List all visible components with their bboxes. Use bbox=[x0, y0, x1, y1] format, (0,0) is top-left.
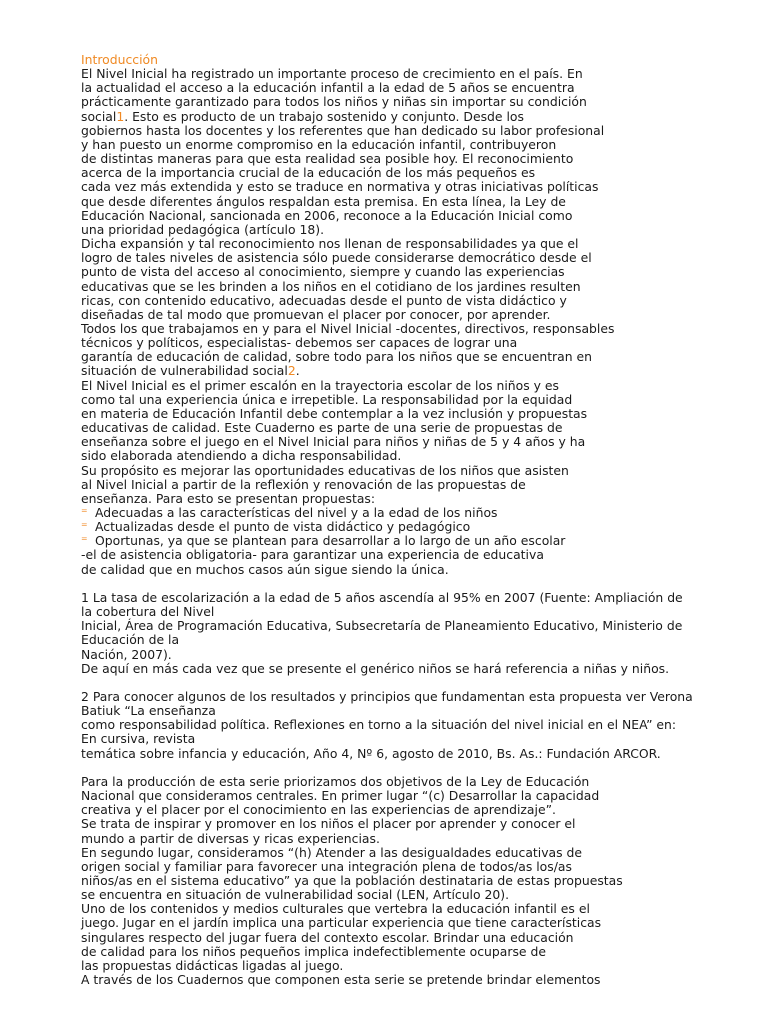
text-line: juego. Jugar en el jardín implica una particular experiencia que tiene características bbox=[81, 915, 602, 931]
text-line: educativas de calidad. Este Cuaderno es parte de una serie de propuestas de bbox=[81, 420, 563, 436]
text-line: se encuentra en situación de vulnerabilidad social (LEN, Artículo 20). bbox=[81, 887, 510, 903]
footnote-line: 2 Para conocer algunos de los resultados y principios que fundamentan esta propuesta ver Verona bbox=[81, 689, 693, 704]
bullet-icon: ⁼ bbox=[81, 533, 88, 549]
text-line: Para la producción de esta serie priorizamos dos objetivos de la Ley de Educación bbox=[81, 773, 590, 789]
text-line: Se trata de inspirar y promover en los niños el placer por aprender y conocer el bbox=[81, 816, 576, 832]
text-line-with-footnote bbox=[81, 364, 721, 378]
spacer bbox=[81, 577, 721, 591]
text-line: Educación Nacional, sancionada en 2006, reconoce a la Educación Inicial como bbox=[81, 207, 573, 223]
text-line: singulares respecto del jugar fuera del contexto escolar. Brindar una educación bbox=[81, 929, 574, 945]
spacer bbox=[81, 676, 721, 690]
text-line: Nacional que consideramos centrales. En primer lugar “(c) Desarrollar la capacidad bbox=[81, 788, 600, 804]
spacer bbox=[81, 761, 721, 775]
text-line: que desde diferentes ángulos respaldan esta premisa. En esta línea, la Ley de bbox=[81, 193, 566, 209]
list-item-text: Oportunas, ya que se plantean para desarrollar a lo largo de un año escolar bbox=[95, 533, 566, 549]
list-item bbox=[81, 534, 721, 548]
text-fragment: . Esto es producto de un trabajo sostenido y conjunto. Desde los bbox=[124, 108, 524, 124]
text-line: al Nivel Inicial a partir de la reflexión y renovación de las propuestas de bbox=[81, 476, 526, 492]
text-line: técnicos y políticos, especialistas- debemos ser capaces de lograr una bbox=[81, 335, 518, 351]
text-line: El Nivel Inicial es el primer escalón en la trayectoria escolar de los niños y es bbox=[81, 377, 559, 393]
footnote-ref-2[interactable]: 2 bbox=[287, 363, 296, 379]
text-line: punto de vista del acceso al conocimiento, siempre y cuando las experiencias bbox=[81, 264, 565, 280]
text-line: En segundo lugar, consideramos “(h) Atender a las desigualdades educativas de bbox=[81, 844, 583, 860]
text-line: Todos los que trabajamos en y para el Nivel Inicial -docentes, directivos, responsables bbox=[81, 320, 615, 336]
list-item bbox=[81, 506, 721, 520]
closing-paragraph bbox=[81, 775, 721, 987]
text-line: de calidad para los niños pequeños implica indefectiblemente ocuparse de bbox=[81, 943, 546, 959]
text-line: diseñadas de tal modo que promuevan el placer por conocer, por aprender. bbox=[81, 306, 551, 322]
text-line: la actualidad el acceso a la educación infantil a la edad de 5 años se encuentra bbox=[81, 80, 575, 96]
intro-paragraph-1 bbox=[81, 67, 721, 506]
footnote-line: En cursiva, revista bbox=[81, 731, 196, 747]
text-line: Su propósito es mejorar las oportunidades educativas de los niños que asisten bbox=[81, 462, 569, 478]
footnote-line: como responsabilidad política. Reflexiones en torno a la situación del nivel inicial en el NEA” en: bbox=[81, 717, 677, 733]
text-line: logro de tales niveles de asistencia sólo puede considerarse democrático desde el bbox=[81, 250, 592, 266]
footnote-line: Educación de la bbox=[81, 632, 180, 648]
text-line: origen social y familiar para favorecer una integración plena de todos/as los/as bbox=[81, 858, 572, 874]
intro-paragraph-end bbox=[81, 548, 721, 576]
list-item-text: Adecuadas a las características del nivel y a la edad de los niños bbox=[95, 505, 498, 520]
bullet-icon: ⁼ bbox=[81, 505, 88, 520]
text-line: enseñanza. Para esto se presentan propuestas: bbox=[81, 490, 376, 506]
text-line: creativa y el placer por el conocimiento en las experiencias de aprendizaje”. bbox=[81, 802, 556, 818]
section-title: Introducción bbox=[81, 52, 158, 67]
text-line: las propuestas didácticas ligadas al juego. bbox=[81, 957, 344, 973]
text-fragment: . bbox=[295, 363, 300, 379]
text-line: educativas que se les brinden a los niños en el cotidiano de los jardines resulten bbox=[81, 278, 581, 294]
text-line: garantía de educación de calidad, sobre todo para los niños que se encuentran en bbox=[81, 349, 593, 365]
text-line: prácticamente garantizado para todos los niños y niñas sin importar su condición bbox=[81, 94, 587, 110]
footnote-line: Batiuk “La enseñanza bbox=[81, 703, 216, 719]
text-fragment: social bbox=[81, 108, 117, 124]
text-line: gobiernos hasta los docentes y los referentes que han dedicado su labor profesional bbox=[81, 122, 605, 138]
text-line: niños/as en el sistema educativo” ya que la población destinataria de estas propuestas bbox=[81, 873, 623, 889]
text-fragment: situación de vulnerabilidad social bbox=[81, 363, 288, 379]
text-line: mundo a partir de diversas y ricas experiencias. bbox=[81, 830, 380, 846]
text-line: Uno de los contenidos y medios culturales que vertebra la educación infantil es el bbox=[81, 901, 590, 917]
text-line-with-footnote bbox=[81, 110, 721, 124]
text-line: acerca de la importancia crucial de la educación de los más pequeños es bbox=[81, 165, 536, 181]
text-line: sido elaborada atendiendo a dicha responsabilidad. bbox=[81, 448, 402, 464]
text-line: Dicha expansión y tal reconocimiento nos llenan de responsabilidades ya que el bbox=[81, 236, 579, 252]
text-line: cada vez más extendida y esto se traduce en normativa y otras iniciativas políticas bbox=[81, 179, 599, 195]
footnote-line: De aquí en más cada vez que se presente el genérico niños se hará referencia a niñas y niños. bbox=[81, 660, 670, 676]
text-line: de distintas maneras para que esta realidad sea posible hoy. El reconocimiento bbox=[81, 151, 574, 167]
text-line: enseñanza sobre el juego en el Nivel Inicial para niños y niñas de 5 y 4 años y ha bbox=[81, 434, 586, 450]
footnote-line: Inicial, Área de Programación Educativa, Subsecretaría de Planeamiento Educativo, Ministerio de bbox=[81, 618, 683, 634]
text-line: en materia de Educación Infantil debe contemplar a la vez inclusión y propuestas bbox=[81, 405, 588, 421]
document-page bbox=[81, 53, 721, 987]
text-line: -el de asistencia obligatoria- para garantizar una experiencia de educativa bbox=[81, 547, 544, 563]
text-line: A través de los Cuadernos que componen esta serie se pretende brindar elementos bbox=[81, 972, 601, 988]
list-item-text: Actualizadas desde el punto de vista didáctico y pedagógico bbox=[95, 519, 471, 535]
text-line: El Nivel Inicial ha registrado un importante proceso de crecimiento en el país. En bbox=[81, 66, 583, 82]
footnote-2 bbox=[81, 690, 721, 761]
footnote-line: temática sobre infancia y educación, Año 4, Nº 6, agosto de 2010, Bs. As.: Fundación ARCOR. bbox=[81, 745, 661, 761]
bullet-list bbox=[81, 506, 721, 548]
bullet-icon: ⁼ bbox=[81, 519, 88, 535]
footnote-line: 1 La tasa de escolarización a la edad de 5 años ascendía al 95% en 2007 (Fuente: Ampliación de bbox=[81, 589, 683, 605]
text-line: ricas, con contenido educativo, adecuadas desde el punto de vista didáctico y bbox=[81, 292, 567, 308]
text-line: una prioridad pedagógica (artículo 18). bbox=[81, 221, 325, 237]
footnote-ref-1[interactable]: 1 bbox=[116, 108, 125, 124]
footnote-line: la cobertura del Nivel bbox=[81, 604, 215, 620]
text-line: como tal una experiencia única e irrepetible. La responsabilidad por la equidad bbox=[81, 391, 573, 407]
list-item bbox=[81, 520, 721, 534]
footnote-line: Nación, 2007). bbox=[81, 646, 172, 662]
text-line: y han puesto un enorme compromiso en la educación infantil, contribuyeron bbox=[81, 136, 557, 152]
footnote-1 bbox=[81, 591, 721, 676]
text-line: de calidad que en muchos casos aún sigue siendo la única. bbox=[81, 561, 449, 577]
